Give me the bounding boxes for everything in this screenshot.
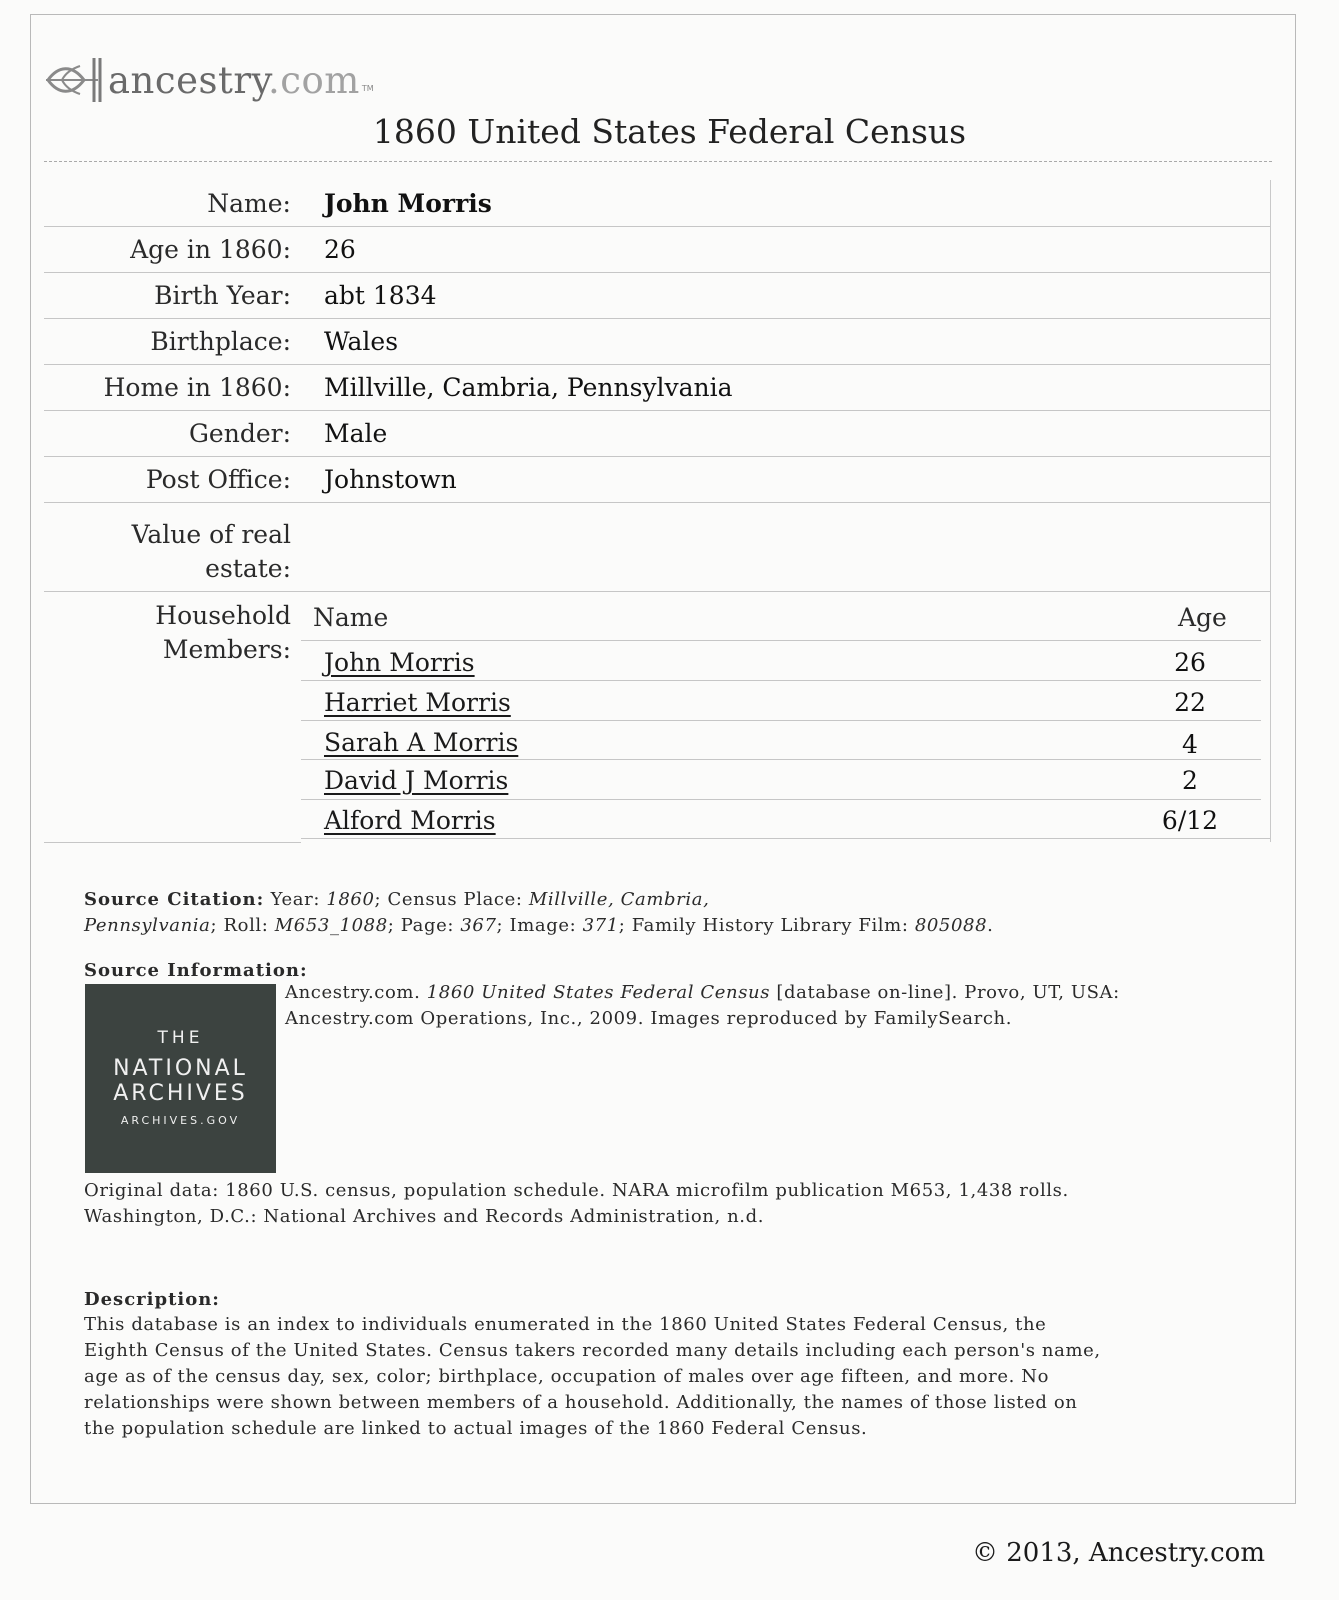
row-divider [44, 842, 301, 843]
source-citation-heading: Source Citation: [84, 889, 265, 910]
field-label: Age in 1860: [130, 235, 291, 264]
row-divider [44, 591, 1270, 592]
household-member-age: 6/12 [1161, 806, 1219, 835]
row-divider [44, 226, 1270, 227]
ancestry-logo[interactable] [44, 52, 374, 108]
household-member-age: 2 [1182, 766, 1198, 795]
household-divider [301, 720, 1261, 721]
leaf-icon [44, 52, 104, 108]
household-member-link[interactable]: David J Morris [324, 766, 509, 795]
household-divider [301, 838, 1270, 839]
table-border [1270, 180, 1271, 842]
field-label: Gender: [188, 419, 291, 448]
field-label: Post Office: [145, 465, 291, 494]
row-divider [44, 410, 1270, 411]
household-label: Household Members: [155, 601, 291, 664]
household-member-age: 22 [1174, 688, 1206, 717]
household-member-link[interactable]: John Morris [324, 648, 475, 677]
field-value: John Morris [324, 189, 492, 218]
field-label: Birth Year: [154, 281, 291, 310]
field-value: Wales [324, 327, 399, 356]
field-value: abt 1834 [324, 281, 437, 310]
field-label: Name: [207, 189, 291, 218]
household-divider [301, 759, 1261, 760]
row-divider [44, 456, 1270, 457]
trademark-mark: TM [361, 83, 374, 93]
field-value: 26 [324, 235, 356, 264]
copyright-notice: © 2013, Ancestry.com [971, 1538, 1265, 1568]
household-member-link[interactable]: Harriet Morris [324, 688, 511, 717]
description-text: This database is an index to individuals enumerated in the 1860 United States Federal Census, the Eighth Census of the United States. Census takers recorded many details including each person's name, age as of the census day, sex, color; birthplace, occupation of males over age fifteen, and more. No relationships were shown between members of a household. Additionally, the names of those listed on the population schedule are linked to actual images of the 1860 Federal Census. [84, 1314, 1101, 1439]
field-row-real-estate [44, 518, 291, 586]
household-column-age: Age [1178, 603, 1227, 632]
household-member-age: 26 [1174, 648, 1206, 677]
source-citation: Source Citation: Year: 1860; Census Place: Millville, Cambria, Pennsylvania; Roll: M653_1088; Page: 367; Image: 371; Family History Library Film: 805088. [84, 889, 994, 936]
national-archives-logo: THE NATIONAL ARCHIVES ARCHIVES.GOV [85, 984, 276, 1173]
household-divider [301, 640, 1261, 641]
household-member-age: 4 [1182, 730, 1198, 759]
field-label: estate: [205, 554, 291, 583]
field-value: Male [324, 419, 388, 448]
household-column-name: Name [313, 603, 389, 632]
field-label: Birthplace: [150, 327, 291, 356]
title-divider [44, 161, 1272, 162]
household-divider [301, 799, 1261, 800]
household-member-link[interactable]: Sarah A Morris [324, 728, 519, 757]
field-value: Johnstown [324, 465, 457, 494]
source-information-text: Ancestry.com. 1860 United States Federal Census [database on-line]. Provo, UT, USA: Ancestry.com Operations, Inc., 2009. Images reproduced by FamilySearch. [285, 982, 1120, 1029]
page-title: 1860 United States Federal Census [372, 112, 967, 151]
description-heading: Description: [84, 1289, 220, 1310]
field-value: Millville, Cambria, Pennsylvania [324, 373, 733, 402]
household-divider [301, 680, 1261, 681]
field-label: Value of real [131, 520, 291, 549]
source-information-heading: Source Information: [84, 960, 308, 981]
original-data: Original data: 1860 U.S. census, population schedule. NARA microfilm publication M653, 1,438 rolls. Washington, D.C.: National Archives and Records Administration, n.d. [84, 1180, 1069, 1227]
household-member-link[interactable]: Alford Morris [324, 806, 496, 835]
row-divider [44, 502, 1270, 503]
field-label: Home in 1860: [103, 373, 291, 402]
logo-wordmark: ancestry.com [108, 58, 360, 102]
row-divider [44, 272, 1270, 273]
row-divider [44, 318, 1270, 319]
row-divider [44, 364, 1270, 365]
